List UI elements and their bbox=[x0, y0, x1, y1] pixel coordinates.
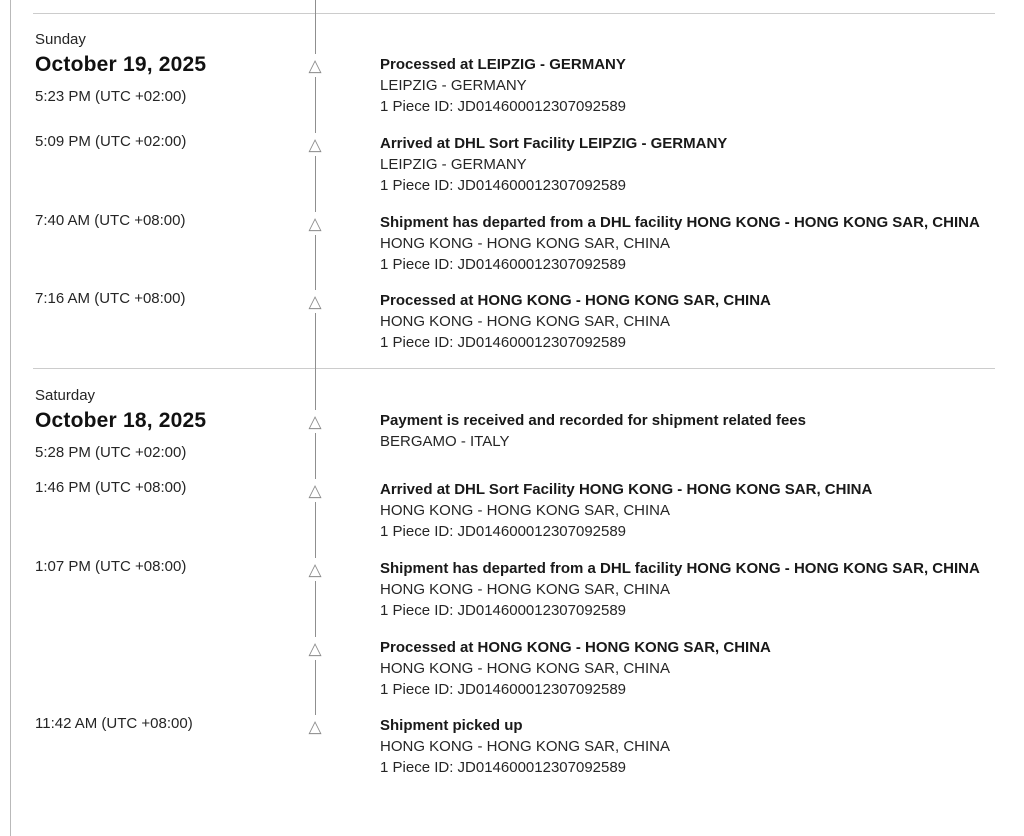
event-title: Shipment picked up bbox=[380, 717, 523, 734]
day-of-week: Sunday bbox=[35, 31, 86, 48]
event-piece-id: 1 Piece ID: JD014600012307092589 bbox=[380, 759, 627, 776]
event-time: 5:28 PM (UTC +02:00) bbox=[35, 444, 187, 461]
event-marker bbox=[306, 290, 323, 313]
date-heading: October 18, 2025 bbox=[35, 409, 207, 432]
event-location: HONG KONG - HONG KONG SAR, CHINA bbox=[380, 313, 671, 330]
event-piece-id: 1 Piece ID: JD014600012307092589 bbox=[380, 256, 627, 273]
marker-cell bbox=[280, 31, 350, 77]
event-time-cell bbox=[11, 558, 280, 576]
event-time: 1:07 PM (UTC +08:00) bbox=[35, 558, 187, 575]
event-marker bbox=[306, 637, 323, 660]
event-marker bbox=[306, 715, 323, 738]
event-location: HONG KONG - HONG KONG SAR, CHINA bbox=[380, 581, 671, 598]
event-title: Payment is received and recorded for shipment related fees bbox=[380, 412, 806, 429]
event-piece-id: 1 Piece ID: JD014600012307092589 bbox=[380, 334, 627, 351]
event-marker bbox=[306, 558, 323, 581]
event-marker bbox=[306, 479, 323, 502]
event-row bbox=[11, 133, 1024, 212]
event-title: Arrived at DHL Sort Facility LEIPZIG - GERMANY bbox=[380, 135, 728, 152]
event-location: HONG KONG - HONG KONG SAR, CHINA bbox=[380, 235, 671, 252]
event-time: 5:09 PM (UTC +02:00) bbox=[35, 133, 187, 150]
date-heading: October 19, 2025 bbox=[35, 53, 207, 76]
day-section-saturday bbox=[11, 369, 1024, 778]
marker-cell bbox=[280, 290, 350, 313]
event-time: 11:42 AM (UTC +08:00) bbox=[35, 715, 193, 732]
marker-cell bbox=[280, 212, 350, 235]
event-title: Processed at HONG KONG - HONG KONG SAR, CHINA bbox=[380, 292, 771, 309]
event-details bbox=[350, 212, 1024, 275]
event-location: HONG KONG - HONG KONG SAR, CHINA bbox=[380, 738, 671, 755]
event-details bbox=[350, 133, 1024, 196]
triangle-up-icon: △ bbox=[308, 639, 322, 658]
triangle-up-icon: △ bbox=[308, 214, 322, 233]
day-of-week: Saturday bbox=[35, 387, 96, 404]
marker-cell bbox=[280, 637, 350, 660]
marker-cell bbox=[280, 558, 350, 581]
event-row bbox=[11, 31, 1024, 133]
event-location: LEIPZIG - GERMANY bbox=[380, 156, 527, 173]
marker-cell bbox=[280, 133, 350, 156]
event-location: HONG KONG - HONG KONG SAR, CHINA bbox=[380, 502, 671, 519]
triangle-up-icon: △ bbox=[308, 135, 322, 154]
event-details bbox=[350, 31, 1024, 117]
event-row bbox=[11, 479, 1024, 558]
event-time-cell bbox=[11, 290, 280, 308]
event-marker bbox=[306, 54, 323, 77]
event-row bbox=[11, 387, 1024, 479]
event-row bbox=[11, 715, 1024, 778]
marker-cell bbox=[280, 479, 350, 502]
event-title: Processed at LEIPZIG - GERMANY bbox=[380, 56, 626, 73]
event-details bbox=[350, 290, 1024, 353]
event-time-cell bbox=[11, 387, 280, 462]
event-time-cell bbox=[11, 479, 280, 497]
event-marker bbox=[306, 133, 323, 156]
event-piece-id: 1 Piece ID: JD014600012307092589 bbox=[380, 177, 627, 194]
marker-cell bbox=[280, 715, 350, 738]
event-details bbox=[350, 387, 1024, 452]
event-title: Arrived at DHL Sort Facility HONG KONG - HONG KONG SAR, CHINA bbox=[380, 481, 873, 498]
event-time: 5:23 PM (UTC +02:00) bbox=[35, 88, 187, 105]
event-location: BERGAMO - ITALY bbox=[380, 433, 510, 450]
event-time-cell bbox=[11, 31, 280, 106]
event-row bbox=[11, 212, 1024, 290]
event-location: HONG KONG - HONG KONG SAR, CHINA bbox=[380, 660, 671, 677]
triangle-up-icon: △ bbox=[308, 412, 322, 431]
triangle-up-icon: △ bbox=[308, 717, 322, 736]
event-details bbox=[350, 479, 1024, 542]
triangle-up-icon: △ bbox=[308, 56, 322, 75]
event-piece-id: 1 Piece ID: JD014600012307092589 bbox=[380, 98, 627, 115]
day-section-sunday bbox=[11, 14, 1024, 368]
event-time-cell bbox=[11, 133, 280, 151]
marker-cell bbox=[280, 387, 350, 433]
event-marker bbox=[306, 212, 323, 235]
event-details bbox=[350, 558, 1024, 621]
event-details bbox=[350, 715, 1024, 778]
card-left-border bbox=[10, 0, 11, 836]
triangle-up-icon: △ bbox=[308, 292, 322, 311]
event-marker bbox=[306, 410, 323, 433]
event-piece-id: 1 Piece ID: JD014600012307092589 bbox=[380, 681, 627, 698]
event-time: 1:46 PM (UTC +08:00) bbox=[35, 479, 187, 496]
event-row bbox=[11, 290, 1024, 368]
event-time: 7:40 AM (UTC +08:00) bbox=[35, 212, 186, 229]
event-piece-id: 1 Piece ID: JD014600012307092589 bbox=[380, 523, 627, 540]
event-time-cell bbox=[11, 715, 280, 733]
event-title: Shipment has departed from a DHL facility HONG KONG - HONG KONG SAR, CHINA bbox=[380, 214, 980, 231]
triangle-up-icon: △ bbox=[308, 560, 322, 579]
event-title: Processed at HONG KONG - HONG KONG SAR, CHINA bbox=[380, 639, 771, 656]
event-time: 7:16 AM (UTC +08:00) bbox=[35, 290, 186, 307]
event-title: Shipment has departed from a DHL facility HONG KONG - HONG KONG SAR, CHINA bbox=[380, 560, 980, 577]
triangle-up-icon: △ bbox=[308, 481, 322, 500]
event-location: LEIPZIG - GERMANY bbox=[380, 77, 527, 94]
event-details bbox=[350, 637, 1024, 700]
event-row bbox=[11, 637, 1024, 715]
timeline-line bbox=[315, 0, 316, 728]
event-piece-id: 1 Piece ID: JD014600012307092589 bbox=[380, 602, 627, 619]
event-time-cell bbox=[11, 212, 280, 230]
event-row bbox=[11, 558, 1024, 637]
